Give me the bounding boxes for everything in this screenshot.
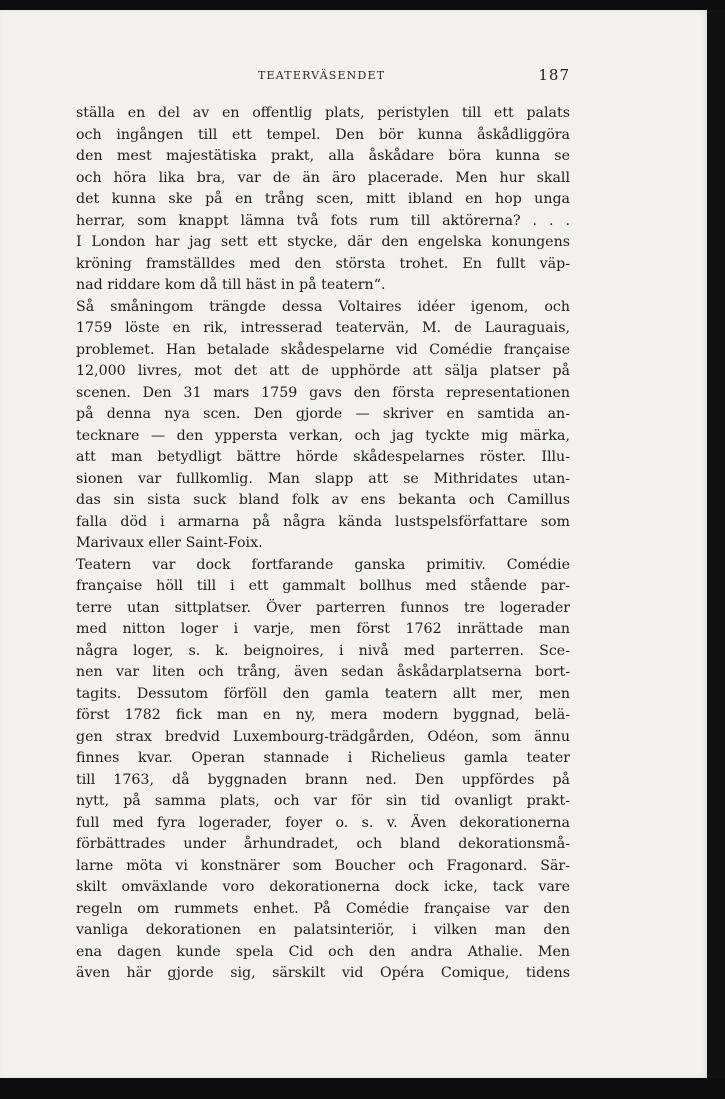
text-line: skilt omväxlande voro dekorationerna dock icke, tack vare <box>76 879 570 895</box>
text-line: finnes kvar. Operan stannade i Richelieus gamla teater <box>76 750 570 766</box>
text-line: förbättrades under århundradet, och bland dekorationsmå- <box>76 836 570 852</box>
text-line: även här gjorde sig, särskilt vid Opéra Comique, tidens <box>76 965 570 981</box>
text-line: gen strax bredvid Luxembourg-trädgården, Odéon, som ännu <box>76 728 570 745</box>
text-line: med nitton loger i varje, men först 1762 inrättade man <box>76 621 570 637</box>
text-line: till 1763, då byggnaden brann ned. Den uppfördes på <box>76 771 570 788</box>
text-line: regeln om rummets enhet. På Comédie française var den <box>76 900 570 917</box>
text-line: först 1782 fick man en ny, mera modern byggnad, belä- <box>76 707 570 723</box>
text-line: på denna nya scen. Den gjorde — skriver en samtida an- <box>76 406 570 422</box>
text-line: att man betydligt bättre hörde skådespelarnes röster. Illu- <box>76 449 570 465</box>
text-line: och höra lika bra, var de än äro placerade. Men hur skall <box>76 169 570 186</box>
text-line: vanliga dekorationen en palatsinteriör, i vilken man den <box>76 922 570 938</box>
text-line: Teatern var dock fortfarande ganska primitiv. Comédie <box>76 556 570 573</box>
text-line: nytt, på samma plats, och var för sin tid ovanligt prakt- <box>76 793 570 809</box>
text-line: française höll till i ett gammalt bollhus med stående par- <box>76 578 570 594</box>
text-line: nen var liten och trång, även sedan åskådarplatserna bort- <box>76 664 570 680</box>
page-header <box>76 66 570 87</box>
text-line: problemet. Han betalade skådespelarne vid Comédie française <box>76 341 570 358</box>
text-line: nad riddare kom då till häst in på teatern“. <box>76 277 386 293</box>
text-line: kröning framställdes med den största trohet. En fullt väp- <box>76 255 570 272</box>
text-line: 12,000 livres, mot det att de upphörde att sälja platser på <box>76 363 570 379</box>
text-line: das sin sista suck bland folk av ens bekanta och Camillus <box>76 492 570 508</box>
text-line: och ingången till ett tempel. Den bör kunna åskådliggöra <box>76 126 570 143</box>
running-head: TEATERVÄSENDET <box>258 69 386 82</box>
text-line: ena dagen kunde spela Cid och den andra Athalie. Men <box>76 943 570 960</box>
text-line: herrar, som knappt lämna två fots rum till aktörerna? . . . <box>76 212 570 229</box>
page-number: 187 <box>538 66 570 84</box>
text-line: sionen var fullkomlig. Man slapp att se Mithridates utan- <box>76 470 570 487</box>
text-line: tecknare — den yppersta verkan, och jag tyckte mig märka, <box>76 427 570 444</box>
text-line: I London har jag sett ett stycke, där den engelska konungens <box>76 234 570 250</box>
text-line: terre utan sittplatser. Över parterren funnos tre logerader <box>76 599 570 616</box>
text-line: ställa en del av en offentlig plats, peristylen till ett palats <box>76 105 570 121</box>
text-line: tagits. Dessutom förföll den gamla teatern allt mer, men <box>76 685 570 702</box>
text-line: Så småningom trängde dessa Voltaires idéer igenom, och <box>76 298 570 315</box>
text-line: falla död i armarna på några kända lustspelsförfattare som <box>76 513 570 530</box>
text-line: 1759 löste en rik, intresserad teatervän, M. de Lauraguais, <box>76 320 570 336</box>
text-line: det kunna ske på en trång scen, mitt ibland en hop unga <box>76 191 570 207</box>
text-line: scenen. Den 31 mars 1759 gavs den första representationen <box>76 384 570 401</box>
body-text <box>76 103 570 985</box>
text-line: Marivaux eller Saint-Foix. <box>76 535 263 551</box>
text-line: larne möta vi konstnärer som Boucher och Fragonard. Sär- <box>76 857 570 874</box>
text-line: några loger, s. k. beignoires, i nivå med parterren. Sce- <box>76 642 570 659</box>
page-edge-shadow <box>707 10 725 1078</box>
text-line: full med fyra logerader, foyer o. s. v. Även dekorationerna <box>76 814 570 831</box>
text-line: den mest majestätiska prakt, alla åskådare böra kunna se <box>76 148 570 164</box>
